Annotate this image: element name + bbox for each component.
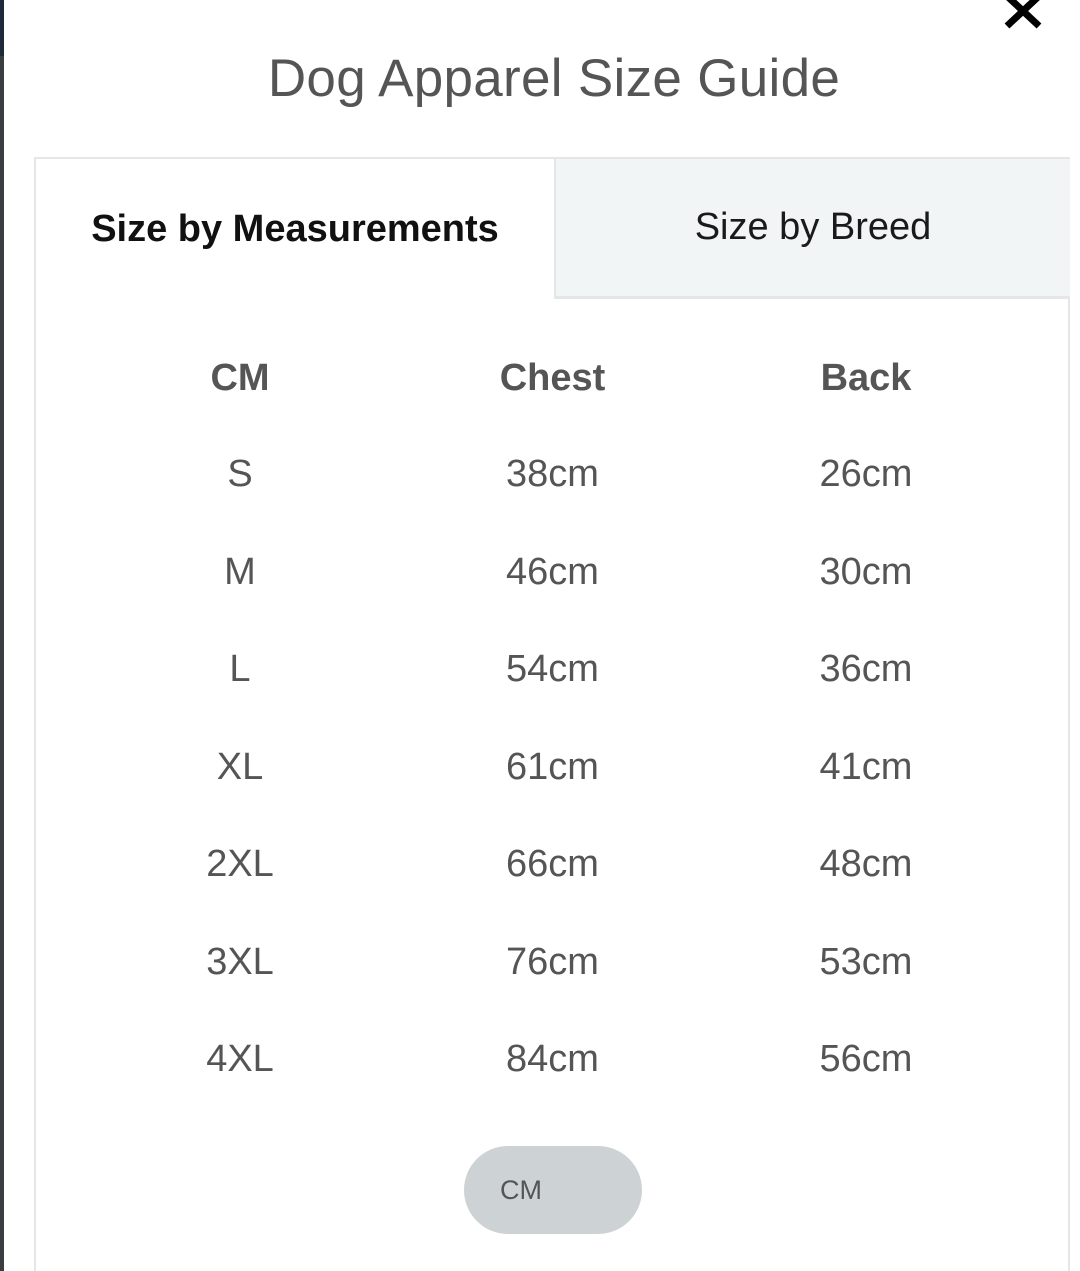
table-row	[35, 816, 1070, 914]
column-header-back: Back	[820, 356, 912, 399]
table-row	[35, 719, 1070, 817]
chest-cell: 54cm	[506, 648, 599, 691]
back-cell: 48cm	[819, 843, 913, 886]
back-cell: 26cm	[819, 453, 913, 496]
chest-cell: 66cm	[506, 843, 599, 886]
backdrop-edge	[0, 0, 4, 1271]
back-cell: 53cm	[819, 940, 913, 983]
close-button[interactable]	[1000, 0, 1046, 32]
back-cell: 36cm	[819, 648, 913, 691]
tab-label: Size by Breed	[694, 206, 932, 248]
tab-size-by-measurements[interactable]	[36, 159, 554, 299]
chest-cell: 84cm	[506, 1038, 599, 1081]
chest-cell: 38cm	[506, 453, 599, 496]
size-cell: 4XL	[206, 1038, 274, 1081]
table-row	[35, 914, 1070, 1012]
back-cell: 41cm	[819, 745, 913, 788]
modal-title: Dog Apparel Size Guide	[267, 49, 841, 108]
back-cell: 56cm	[819, 1038, 913, 1081]
unit-toggle[interactable]	[464, 1146, 642, 1234]
chest-cell: 46cm	[506, 550, 599, 593]
size-table	[35, 330, 1070, 1109]
tab-label: Size by Measurements	[91, 207, 499, 250]
size-cell: 2XL	[206, 843, 274, 886]
size-cell: M	[224, 550, 256, 593]
close-icon	[1000, 0, 1046, 32]
size-cell: S	[227, 453, 253, 496]
back-cell: 30cm	[819, 550, 913, 593]
size-cell: 3XL	[206, 940, 274, 983]
table-row	[35, 621, 1070, 719]
chest-cell: 61cm	[506, 745, 599, 788]
size-cell: XL	[216, 745, 264, 788]
chest-cell: 76cm	[506, 940, 599, 983]
tab-size-by-breed[interactable]	[554, 159, 1070, 299]
column-header-unit: CM	[210, 356, 270, 399]
table-row	[35, 524, 1070, 622]
size-cell: L	[229, 648, 251, 691]
toggle-label: CM	[500, 1175, 542, 1205]
table-header-row	[35, 330, 1070, 426]
table-row	[35, 426, 1070, 524]
column-header-chest: Chest	[499, 356, 606, 399]
table-row	[35, 1011, 1070, 1109]
